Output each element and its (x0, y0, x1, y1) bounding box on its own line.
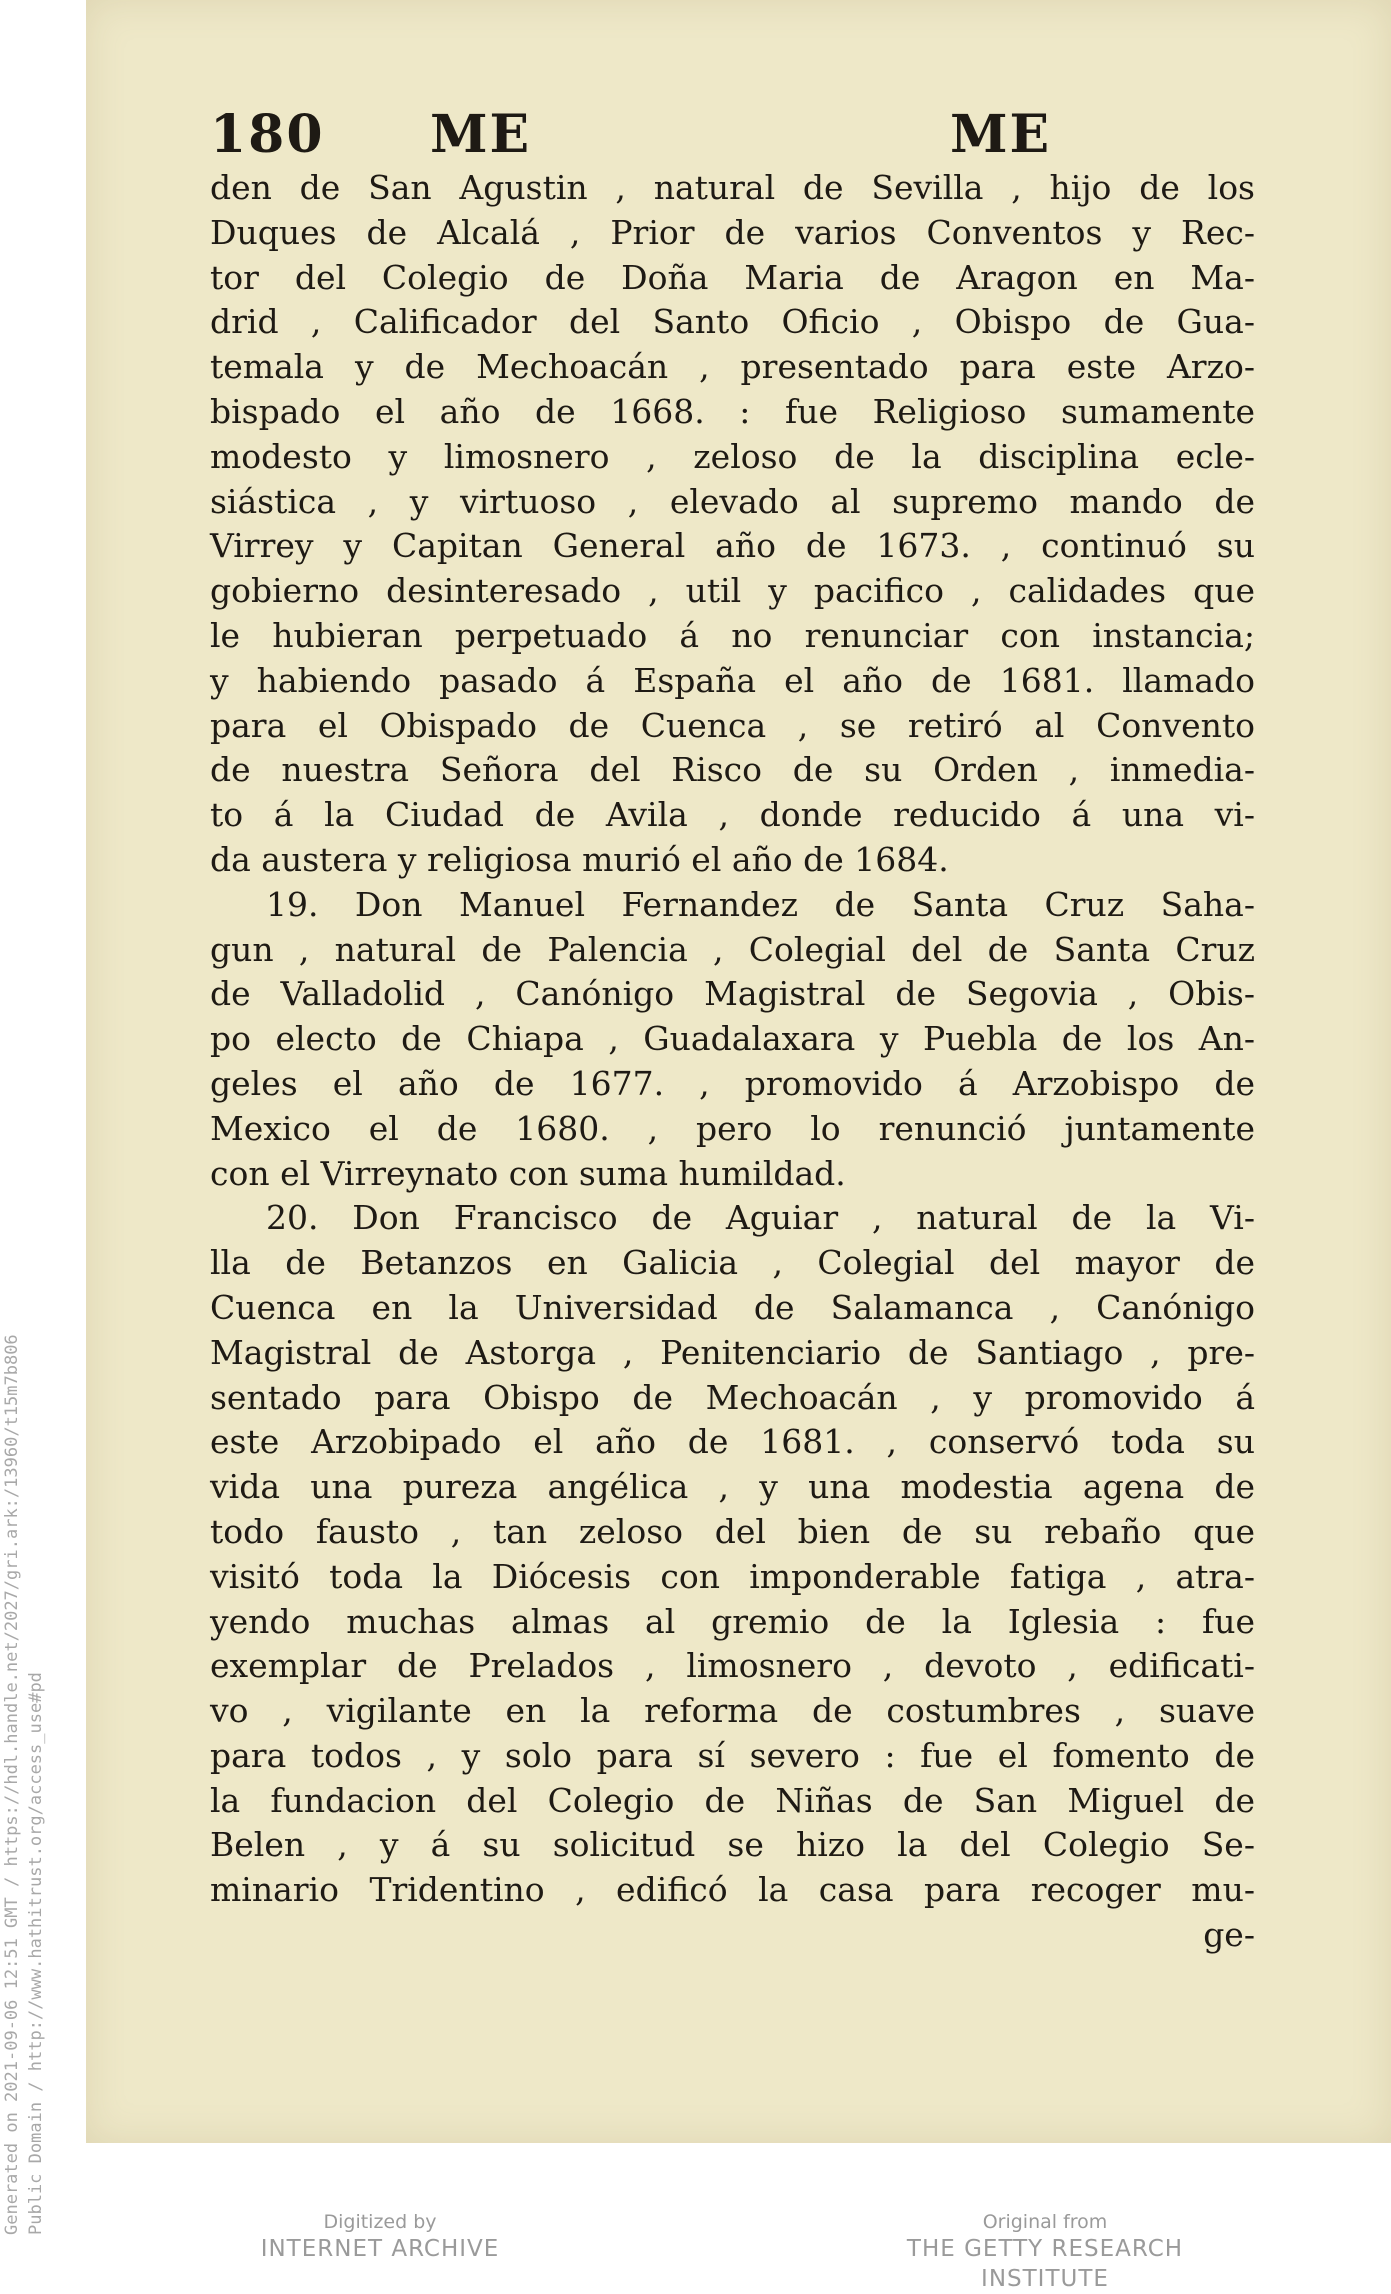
text-line: da austera y religiosa murió el año de 1684. (210, 839, 949, 879)
text-line: geles el año de 1677. , promovido á Arzobispo de (210, 1063, 1255, 1103)
original-from-credit (845, 2210, 1245, 2294)
digitized-by-credit (220, 2210, 540, 2264)
text-line: la fundacion del Colegio de Niñas de San Miguel de (210, 1780, 1255, 1820)
text-line: Cuenca en la Universidad de Salamanca , Canónigo (210, 1287, 1255, 1327)
text-line: temala y de Mechoacán , presentado para este Arzo- (210, 347, 1255, 387)
text-line: Mexico el de 1680. , pero lo renunció juntamente (210, 1108, 1255, 1148)
text-line: to á la Ciudad de Avila , donde reducido á una vi- (210, 795, 1255, 835)
text-line: gobierno desinteresado , util y pacifico , calidades que (210, 571, 1255, 611)
text-line: para el Obispado de Cuenca , se retiró al Convento (210, 705, 1255, 745)
page-body (210, 166, 1255, 1958)
text-line: den de San Agustin , natural de Sevilla , hijo de los (210, 168, 1255, 207)
text-line: modesto y limosnero , zeloso de la disciplina ecle- (210, 436, 1255, 476)
text-line: po electo de Chiapa , Guadalaxara y Puebla de los An- (210, 1019, 1255, 1059)
text-line: exemplar de Prelados , limosnero , devoto , edificati- (210, 1646, 1255, 1686)
catchword: ge- (1203, 1915, 1255, 1955)
running-header (210, 104, 1050, 168)
text-line: lla de Betanzos en Galicia , Colegial del mayor de (210, 1243, 1255, 1283)
text-line: Magistral de Astorga , Penitenciario de Santiago , pre- (210, 1332, 1255, 1372)
text-line: sentado para Obispo de Mechoacán , y promovido á (210, 1377, 1255, 1417)
text-line: Duques de Alcalá , Prior de varios Conventos y Rec- (210, 212, 1255, 252)
text-line: todo fausto , tan zeloso del bien de su rebaño que (210, 1511, 1255, 1551)
text-line: le hubieran perpetuado á no renunciar con instancia; (210, 615, 1255, 655)
left-heading: ME (430, 104, 532, 165)
text-line: tor del Colegio de Doña Maria de Aragon en Ma- (210, 257, 1255, 297)
text-line: 19. Don Manuel Fernandez de Santa Cruz Saha- (266, 884, 1255, 924)
text-line: siástica , y virtuoso , elevado al supremo mando de (210, 481, 1255, 521)
text-line: para todos , y solo para sí severo : fue el fomento de (210, 1735, 1255, 1775)
text-line: 20. Don Francisco de Aguiar , natural de la Vi- (266, 1198, 1255, 1238)
page-number: 180 (210, 104, 325, 165)
text-line: con el Virreynato con suma humildad. (210, 1153, 846, 1193)
right-heading: ME (950, 104, 1052, 165)
text-line: vo , vigilante en la reforma de costumbres , suave (210, 1691, 1255, 1731)
text-line: yendo muchas almas al gremio de la Iglesia : fue (210, 1601, 1255, 1641)
text-line: de Valladolid , Canónigo Magistral de Segovia , Obis- (210, 974, 1255, 1014)
book-page (86, 0, 1391, 2143)
text-line: visitó toda la Diócesis con imponderable fatiga , atra- (210, 1556, 1255, 1596)
text-line: este Arzobipado el año de 1681. , conservó toda su (210, 1422, 1255, 1462)
text-line: de nuestra Señora del Risco de su Orden , inmedia- (210, 750, 1255, 790)
stamp-line-2: Public Domain / http://www.hathitrust.org/access_use#pd (26, 1672, 46, 2235)
text-line: gun , natural de Palencia , Colegial del de Santa Cruz (210, 929, 1255, 969)
generation-stamp (0, 1115, 48, 2235)
stamp-line-1: Generated on 2021-09-06 12:51 GMT / https://hdl.handle.net/2027/gri.ark:/13960/t15m7b806 (2, 1334, 22, 2235)
text-line: Belen , y á su solicitud se hizo la del Colegio Se- (210, 1825, 1255, 1865)
original-from-label: Original from (982, 2211, 1108, 2233)
left-margin (0, 0, 86, 2271)
text-line: bispado el año de 1668. : fue Religioso sumamente (210, 391, 1255, 431)
internet-archive-label: INTERNET ARCHIVE (260, 2236, 500, 2262)
text-line: drid , Calificador del Santo Oficio , Obispo de Gua- (210, 302, 1255, 342)
text-line: minario Tridentino , edificó la casa para recoger mu- (210, 1870, 1255, 1910)
text-line: y habiendo pasado á España el año de 1681. llamado (210, 660, 1255, 700)
text-line: vida una pureza angélica , y una modestia agena de (210, 1467, 1255, 1507)
text-line: Virrey y Capitan General año de 1673. , continuó su (210, 526, 1255, 566)
digitized-by-label: Digitized by (323, 2211, 437, 2233)
getty-label: THE GETTY RESEARCH INSTITUTE (906, 2236, 1184, 2292)
